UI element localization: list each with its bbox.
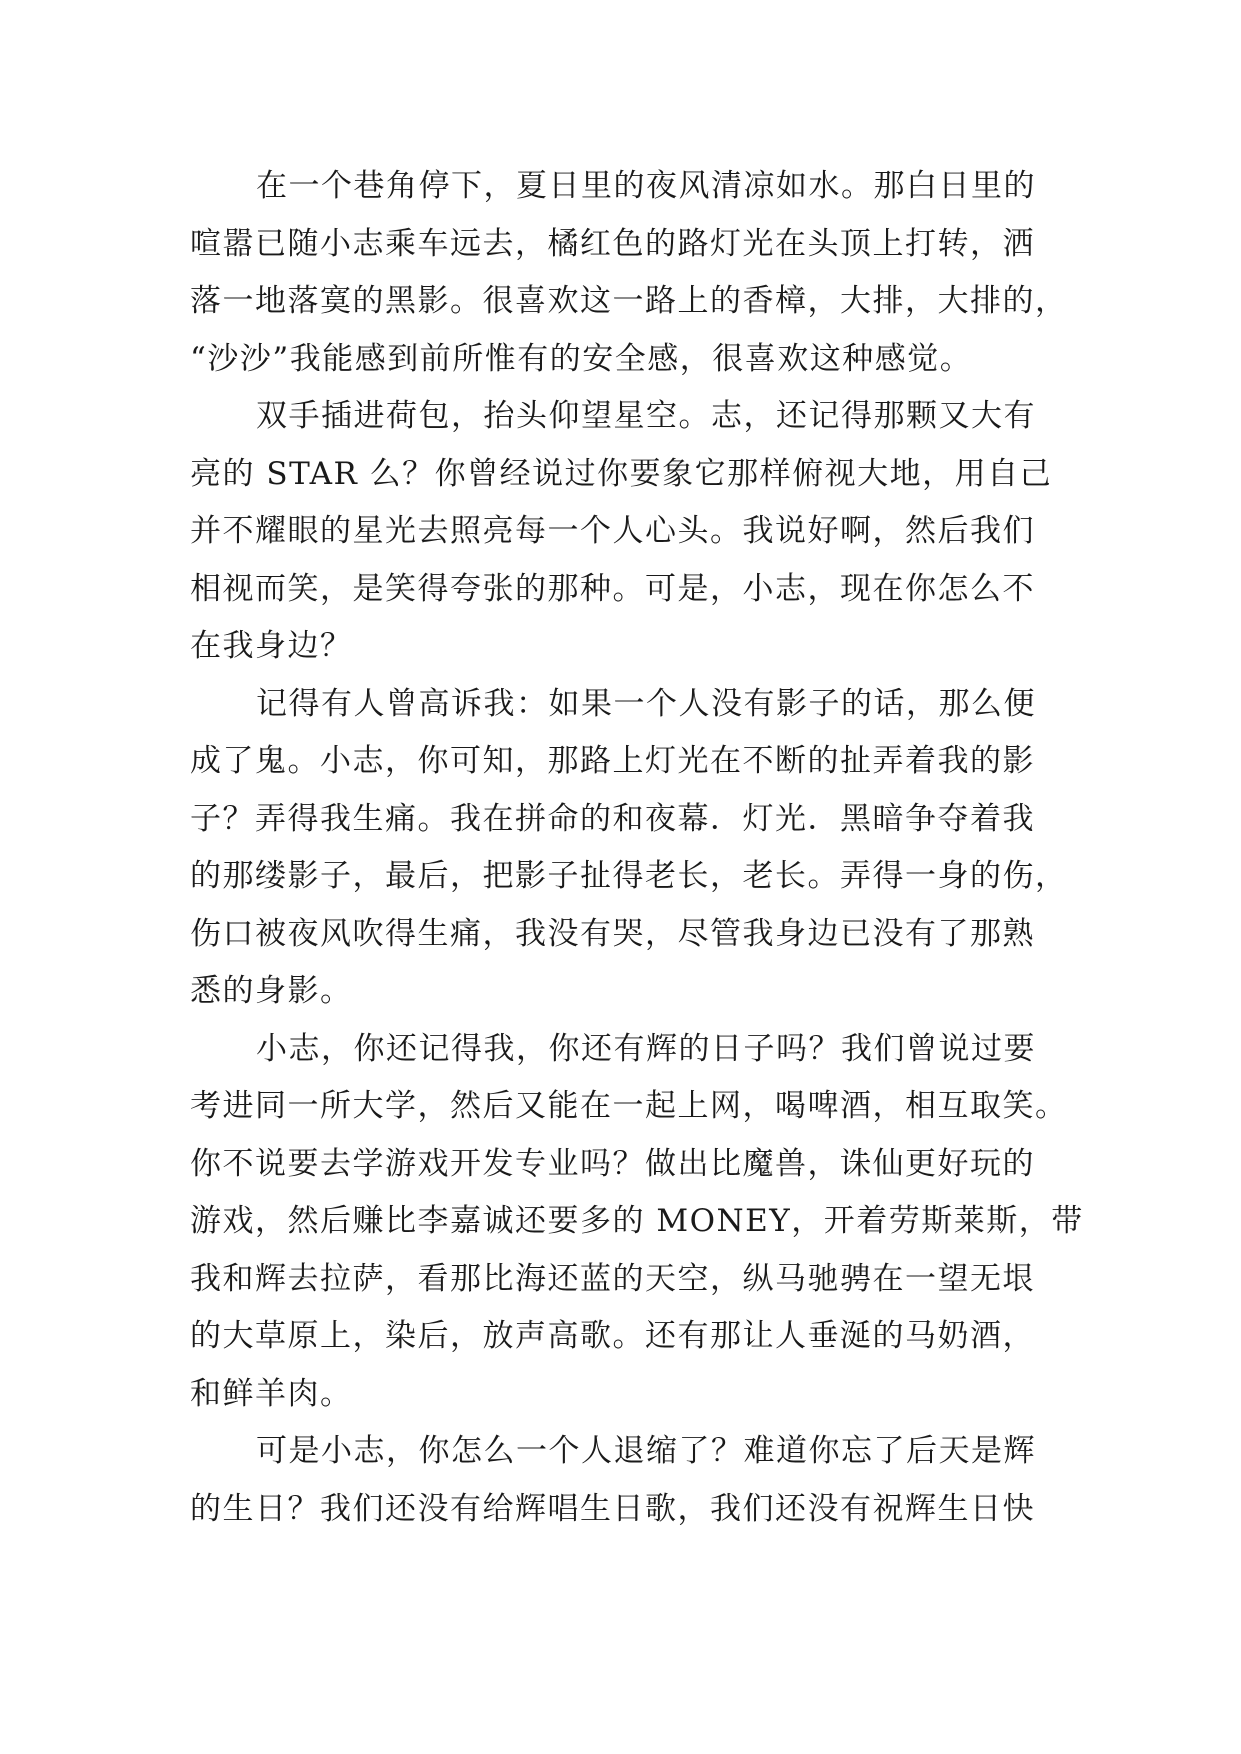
text-line: 成了鬼。小志，你可知，那路上灯光在不断的扯弄着我的影 [190,743,1035,779]
text-line: 双手插进荷包，抬头仰望星空。志，还记得那颗又大有 [256,398,1036,434]
text-line: 可是小志，你怎么一个人退缩了？难道你忘了后天是辉 [256,1433,1036,1469]
text-line: 游戏，然后赚比李嘉诚还要多的 MONEY，开着劳斯莱斯，带 [190,1203,1084,1239]
text-line: 小志，你还记得我，你还有辉的日子吗？我们曾说过要 [256,1030,1036,1067]
text-line: 悉的身影。 [190,973,353,1009]
text-line: 的大草原上，染后，放声高歌。还有那让人垂涎的马奶酒， [190,1318,1035,1354]
text-line: 喧嚣已随小志乘车远去，橘红色的路灯光在头顶上打转，洒 [190,225,1035,262]
text-line: 的那缕影子，最后，把影子扯得老长，老长。弄得一身的伤， [190,858,1068,894]
body-text [190,158,1084,1538]
text-line: 的生日？我们还没有给辉唱生日歌，我们还没有祝辉生日快 [190,1490,1035,1527]
text-line: 子？弄得我生痛。我在拼命的和夜幕．灯光．黑暗争夺着我 [190,800,1035,837]
text-line: 记得有人曾高诉我：如果一个人没有影子的话，那么便 [256,685,1036,722]
text-line: 落一地落寞的黑影。很喜欢这一路上的香樟，大排，大排的， [190,283,1068,319]
text-line: 你不说要去学游戏开发专业吗？做出比魔兽，诛仙更好玩的 [190,1145,1035,1182]
text-line: 我和辉去拉萨，看那比海还蓝的天空，纵马驰骋在一望无垠 [190,1260,1035,1297]
text-line: “沙沙”我能感到前所惟有的安全感，很喜欢这种感觉。 [190,340,973,377]
text-line: 在我身边？ [190,628,353,664]
text-line: 并不耀眼的星光去照亮每一个人心头。我说好啊，然后我们 [190,513,1035,549]
text-line: 亮的 STAR 么？你曾经说过你要象它那样俯视大地，用自己 [190,455,1053,492]
text-line: 和鲜羊肉。 [190,1375,353,1412]
text-line: 相视而笑，是笑得夸张的那种。可是，小志，现在你怎么不 [190,570,1035,607]
text-line: 考进同一所大学，然后又能在一起上网，喝啤酒，相互取笑。 [190,1088,1068,1124]
text-line: 伤口被夜风吹得生痛，我没有哭，尽管我身边已没有了那熟 [190,915,1035,952]
text-line: 在一个巷角停下，夏日里的夜风清凉如水。那白日里的 [256,168,1036,204]
